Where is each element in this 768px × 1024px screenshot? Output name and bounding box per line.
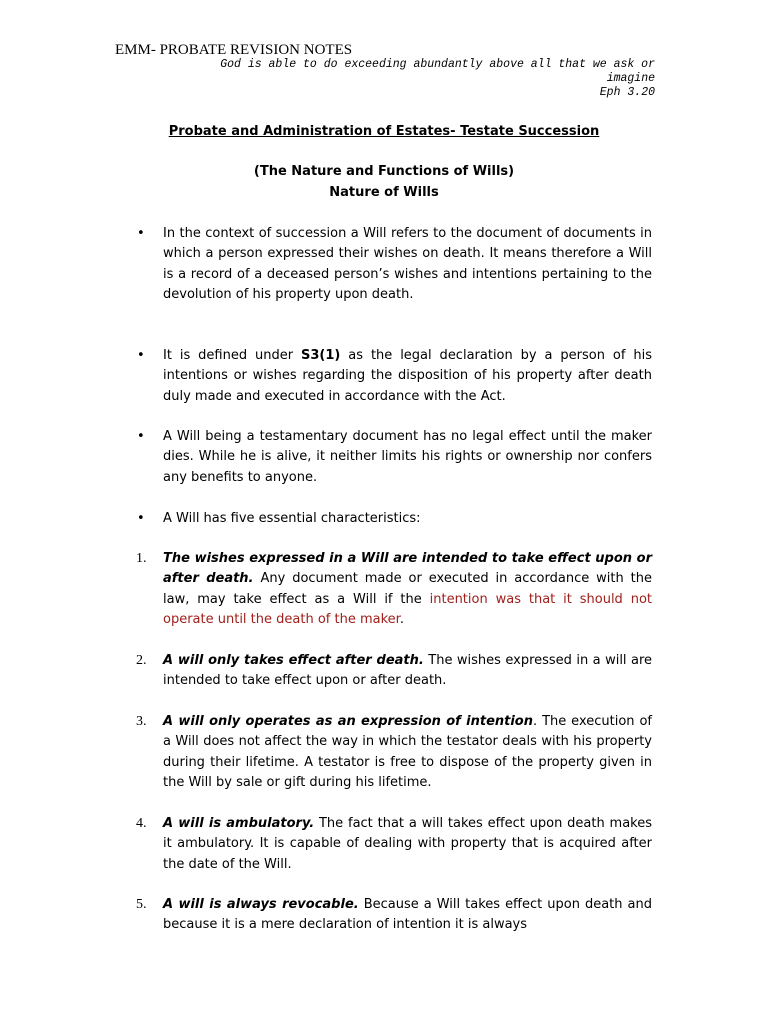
item-text: Any document made or executed in accordance with the law, may take effect as a Will if the (163, 571, 653, 607)
statute-reference: S3(1) (301, 348, 341, 363)
item-number: 4. (136, 816, 147, 831)
item-text: Because a Will takes effect upon death and because it is a mere declaration of intention it is always (163, 897, 652, 933)
bullet-marker: • (137, 511, 145, 526)
verse-reference: Eph 3.20 (599, 86, 655, 99)
section-heading: (The Nature and Functions of Wills) (253, 164, 515, 179)
bullet-text-pre: It is defined under (163, 348, 302, 363)
document-title: Probate and Administration of Estates- Testate Succession (168, 124, 600, 139)
item-heading: A will only takes effect after death. (163, 653, 424, 668)
item-heading: A will only operates as an expression of intention (163, 714, 533, 729)
item-number: 5. (136, 897, 147, 912)
verse-line-2: imagine (606, 72, 655, 85)
bullet-text-post: as the legal declaration by a person of his intentions or wishes regarding the disposition of his property after death duly made and executed in accordance with the Act. (163, 348, 652, 404)
item-number: 3. (136, 714, 147, 729)
verse-line-1: God is able to do exceeding abundantly above all that we ask or (220, 58, 655, 71)
item-number: 2. (136, 653, 147, 668)
numbered-item (136, 895, 652, 936)
subsection-heading: Nature of Wills (329, 185, 439, 200)
numbered-item (136, 549, 653, 631)
header-verse (155, 58, 655, 100)
item-number: 1. (136, 551, 147, 566)
numbered-item (136, 814, 652, 875)
bullet-item (137, 224, 652, 306)
bullet-text: A Will has five essential characteristics: (163, 511, 421, 526)
numbered-item (136, 651, 653, 692)
highlighted-text: intention was that it should not operate until the death of the maker (163, 591, 652, 628)
bullet-text: In the context of succession a Will refers to the document of documents in which a person expressed their wishes on death. It means therefore a Will is a record of a deceased person’s wishes and intentions pertaining to the devolution of his property upon death. (163, 226, 652, 303)
bullet-item (137, 509, 652, 529)
item-heading: A will is ambulatory. (163, 816, 315, 831)
item-text: The fact that a will takes effect upon death makes it ambulatory. It is capable of dealing with property that is acquired after the date of the Will. (163, 816, 652, 872)
item-heading: A will is always revocable. (163, 897, 359, 912)
header-title: EMM- PROBATE REVISION NOTES (115, 42, 353, 58)
bullet-marker: • (137, 348, 145, 363)
item-text: . The execution of a Will does not affect the way in which the testator deals with his property during their lifetime. A testator is free to dispose of the property given in the Will by sale or gift during his lifetime. (163, 714, 652, 791)
item-text-tail: . (399, 612, 404, 628)
bullet-item (137, 346, 652, 407)
bullet-item (137, 427, 652, 488)
bullet-text: A Will being a testamentary document has no legal effect until the maker dies. While he is alive, it neither limits his rights or ownership nor confers any benefits to anyone. (163, 429, 652, 485)
numbered-item (136, 712, 652, 794)
bullet-marker: • (137, 429, 145, 444)
bullet-marker: • (137, 226, 145, 241)
item-text: The wishes expressed in a will are intended to take effect upon or after death. (163, 653, 653, 689)
item-heading: The wishes expressed in a Will are intended to take effect upon or after death. (163, 551, 652, 587)
